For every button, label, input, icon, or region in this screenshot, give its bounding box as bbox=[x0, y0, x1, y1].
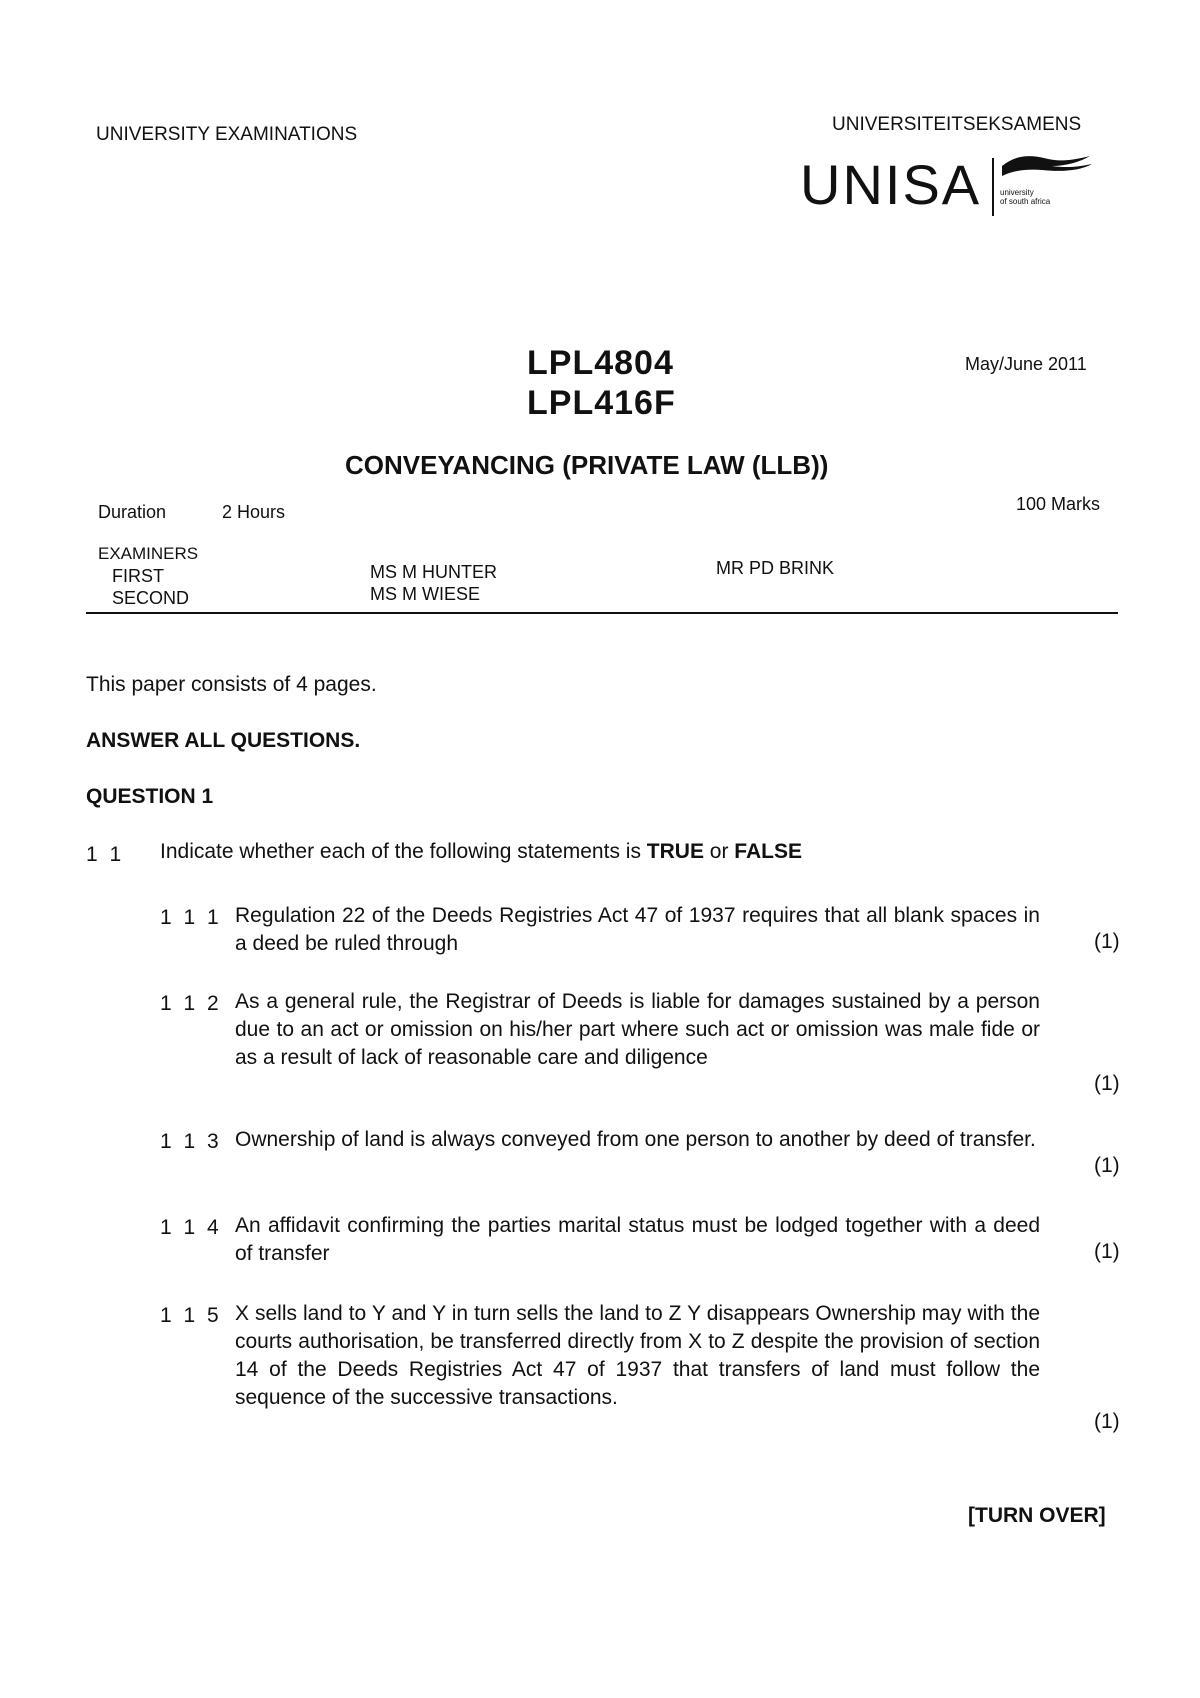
instruction: ANSWER ALL QUESTIONS. bbox=[86, 729, 361, 752]
unisa-logo bbox=[800, 150, 1100, 230]
external-examiner-name: MR PD BRINK bbox=[716, 558, 835, 578]
question-heading: QUESTION 1 bbox=[86, 785, 214, 808]
or-word: or bbox=[703, 840, 735, 863]
header-left-label: UNIVERSITY EXAMINATIONS bbox=[96, 124, 358, 145]
turn-over-note: [TURN OVER] bbox=[968, 1504, 1106, 1527]
examiner-first-label: FIRST bbox=[112, 566, 164, 586]
item-number: 1 1 5 bbox=[160, 1304, 222, 1327]
true-keyword: TRUE bbox=[646, 840, 704, 863]
item-text: As a general rule, the Registrar of Deeds is liable for damages sustained by a person due to an act or omission on his/her part where such act or omission was male fide or as a result of lack of reasonable care and diligence bbox=[235, 990, 1040, 1069]
item-number: 1 1 2 bbox=[160, 992, 222, 1015]
item-marks: (1) bbox=[1094, 1410, 1120, 1433]
examiner-second-name: MS M WIESE bbox=[370, 584, 481, 604]
item-text: Ownership of land is always conveyed from one person to another by deed of transfer. bbox=[235, 1128, 1036, 1151]
logo-divider bbox=[992, 158, 994, 216]
subquestion-number: 1 1 bbox=[86, 843, 125, 866]
false-keyword: FALSE bbox=[734, 840, 802, 863]
item-number: 1 1 3 bbox=[160, 1130, 222, 1153]
item-text: Regulation 22 of the Deeds Registries Act 47 of 1937 requires that all blank spaces in a deed be ruled through bbox=[235, 904, 1040, 955]
item-marks: (1) bbox=[1094, 930, 1120, 953]
item-marks: (1) bbox=[1094, 1072, 1120, 1095]
duration-label: Duration bbox=[98, 502, 167, 522]
item-text: An affidavit confirming the parties marital status must be lodged together with a deed of transfer bbox=[235, 1214, 1040, 1265]
course-title: CONVEYANCING (PRIVATE LAW (LLB)) bbox=[345, 450, 829, 480]
subquestion-instruction bbox=[160, 840, 802, 864]
course-code-2: LPL416F bbox=[527, 384, 676, 422]
logo-sub-line-2: of south africa bbox=[1000, 197, 1051, 206]
item-marks: (1) bbox=[1094, 1240, 1120, 1263]
examiner-first-name: MS M HUNTER bbox=[370, 562, 497, 582]
examiners-heading: EXAMINERS bbox=[98, 544, 199, 563]
unisa-flag-icon bbox=[1000, 152, 1100, 186]
item-number: 1 1 4 bbox=[160, 1216, 222, 1239]
total-marks: 100 Marks bbox=[1016, 494, 1101, 514]
header-right-label: UNIVERSITEITSEKSAMENS bbox=[832, 114, 1082, 135]
instruction-text: Indicate whether each of the following statements is bbox=[160, 840, 647, 863]
header-divider bbox=[86, 612, 1118, 614]
item-marks: (1) bbox=[1094, 1154, 1120, 1177]
item-number: 1 1 1 bbox=[160, 906, 222, 929]
item-text: X sells land to Y and Y in turn sells the land to Z Y disappears Ownership may with the courts authorisation, be transferred directly from X to Z despite the provision of section 14 of the Deeds Registries Act 47 of 1937 that transfers of land must follow the sequence of the successive transactions. bbox=[235, 1302, 1040, 1409]
logo-wordmark: UNISA bbox=[800, 153, 982, 216]
course-code-1: LPL4804 bbox=[527, 344, 674, 382]
examiner-second-label: SECOND bbox=[112, 588, 190, 608]
logo-sub-line-1: university bbox=[1000, 188, 1034, 197]
exam-date: May/June 2011 bbox=[965, 354, 1087, 374]
pages-note: This paper consists of 4 pages. bbox=[86, 673, 377, 696]
duration-value: 2 Hours bbox=[222, 502, 286, 522]
